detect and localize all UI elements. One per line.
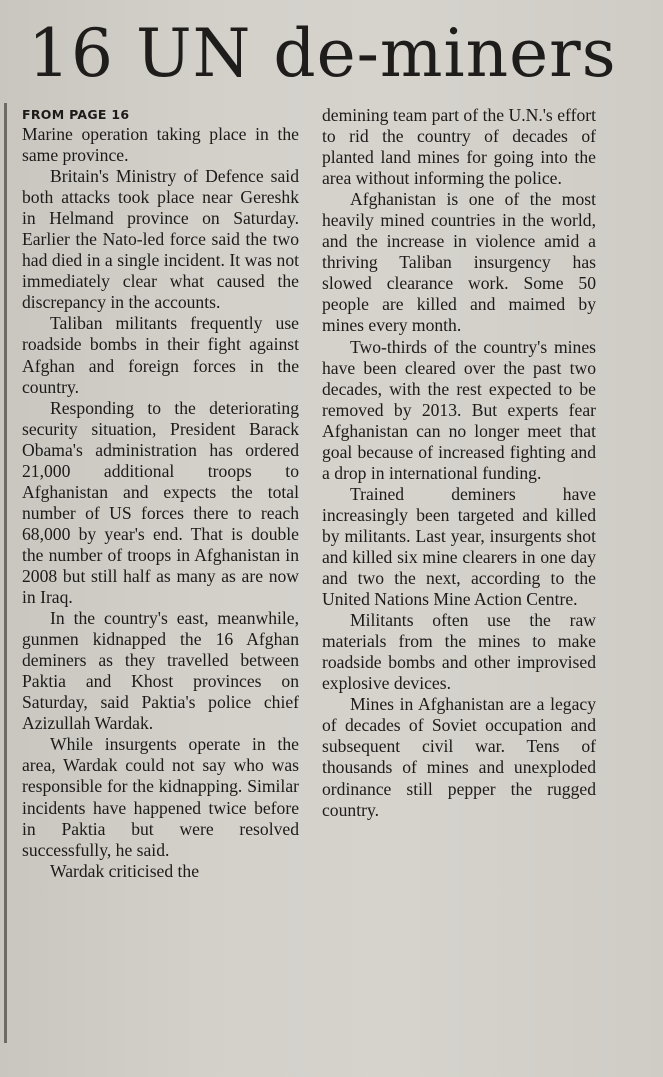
paragraph: Militants often use the raw materials from the mines to make roadside bombs and other improvised explosive devices. bbox=[322, 610, 596, 694]
paragraph: demining team part of the U.N.'s effort to rid the country of decades of planted land mines for going into the area without informing the police. bbox=[322, 105, 596, 189]
column-rule bbox=[4, 103, 7, 1043]
paragraph: Two-thirds of the country's mines have been cleared over the past two decades, with the rest expected to be removed by 2013. But experts fear Afghanistan can no longer meet that goal because of increased fighting and a drop in international funding. bbox=[322, 336, 596, 483]
paragraph: While insurgents operate in the area, Wardak could not say who was responsible for the kidnapping. Similar incidents have happened twice before in Paktia but were resolved successfully, he said. bbox=[22, 734, 299, 860]
paragraph: Taliban militants frequently use roadside bombs in their fight against Afghan and foreign forces in the country. bbox=[22, 313, 299, 397]
paragraph: In the country's east, meanwhile, gunmen kidnapped the 16 Afghan deminers as they travelled between Paktia and Khost provinces on Saturday, said Paktia's police chief Azizullah Wardak. bbox=[22, 608, 299, 734]
headline: 16 UN de-miners bbox=[28, 15, 617, 92]
paragraph: Wardak criticised the bbox=[50, 860, 200, 881]
paragraph: Marine operation taking place in the same province. bbox=[22, 124, 299, 166]
paragraph: Responding to the deteriorating security situation, President Barack Obama's administration has ordered 21,000 additional troops to Afghanistan and expects the total number of US forces there to reach 68,000 by year's end. That is double the number of troops in Afghanistan in 2008 but still half as many as are now in Iraq. bbox=[22, 397, 299, 608]
paragraph: Trained deminers have increasingly been targeted and killed by militants. Last year, insurgents shot and killed six mine clearers in one day and two the next, according to the United Nations Mine Action Centre. bbox=[322, 483, 596, 610]
paragraph: Mines in Afghanistan are a legacy of decades of Soviet occupation and subsequent civil war. Tens of thousands of mines and unexploded ordinance still pepper the rugged country. bbox=[322, 694, 596, 820]
paragraph: Britain's Ministry of Defence said both attacks took place near Gereshk in Helmand province on Saturday. Earlier the Nato-led force said the two had died in a single incident. It was not immediately clear what caused the discrepancy in the accounts. bbox=[22, 166, 299, 313]
left-column bbox=[22, 105, 299, 882]
right-column bbox=[322, 105, 596, 821]
paragraph: Afghanistan is one of the most heavily mined countries in the world, and the increase in violence amid a thriving Taliban insurgency has slowed clearance work. Some 50 people are killed and maimed by mines every month. bbox=[322, 189, 596, 336]
dateline: FROM PAGE 16 bbox=[22, 107, 130, 122]
